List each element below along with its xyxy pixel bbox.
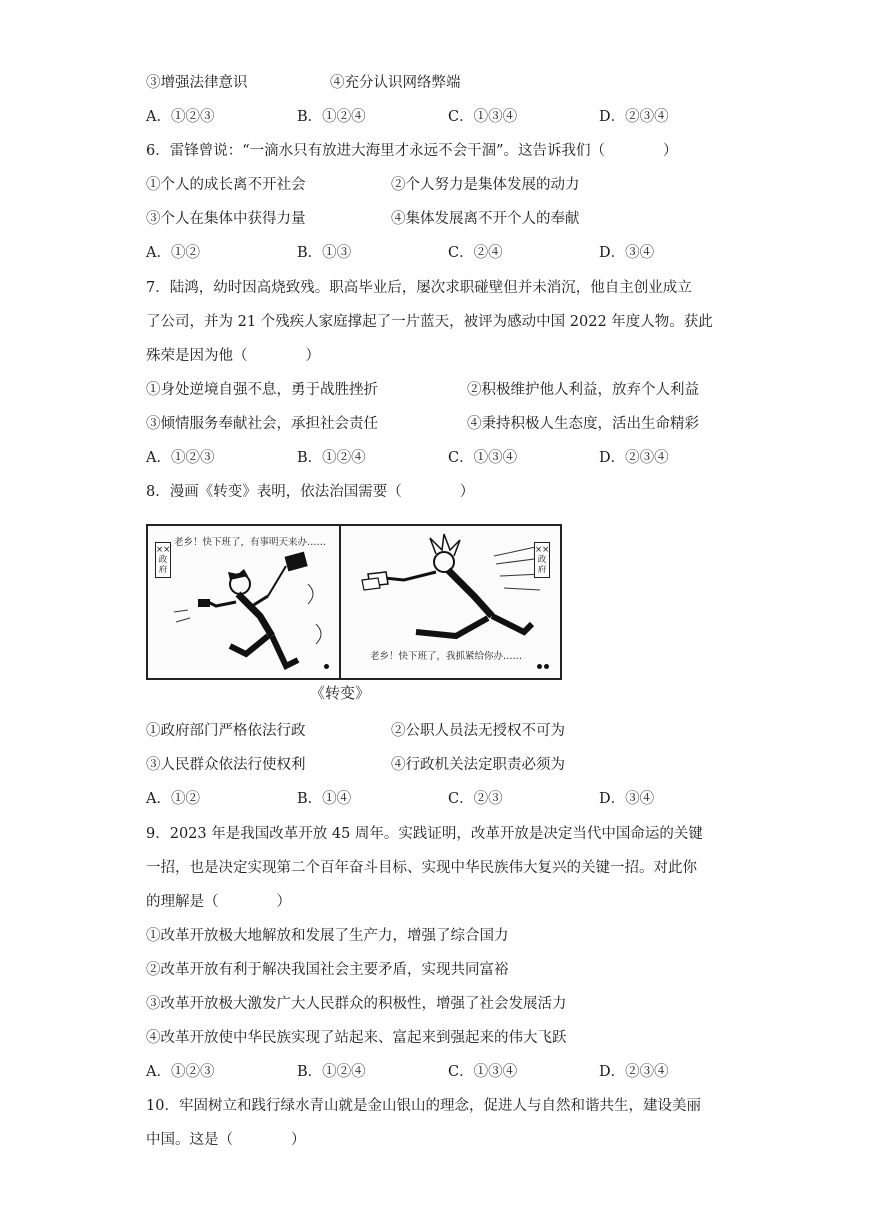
panel-divider [339, 526, 341, 678]
q6-option-2: ②个人努力是集体发展的动力 [391, 177, 580, 193]
q5-answer-d: D．②③④ [599, 109, 669, 125]
q6-answer-d: D．③④ [599, 245, 655, 261]
q8-answer-d: D．③④ [599, 791, 655, 807]
q7-option-3: ③倾情服务奉献社会，承担社会责任 [146, 416, 378, 432]
q8-answer-a: A．①② [146, 791, 200, 807]
q10-stem-line-2: 中国。这是（ ） [146, 1132, 306, 1148]
left-running-official-drawing [168, 544, 338, 674]
q9-option-1: ①改革开放极大地解放和发展了生产力，增强了综合国力 [146, 928, 509, 944]
q8-stem: 8．漫画《转变》表明，依法治国需要（ ） [146, 484, 475, 500]
q9-option-2: ②改革开放有利于解决我国社会主要矛盾，实现共同富裕 [146, 962, 509, 978]
q8-answer-b: B．①④ [297, 791, 352, 807]
left-speech-text: 老乡！快下班了，有事明天来办…… [174, 537, 327, 548]
q7-stem-line-3: 殊荣是因为他（ ） [146, 348, 320, 364]
q9-stem-line-3: 的理解是（ ） [146, 894, 291, 910]
q5-answer-c: C．①③④ [448, 109, 518, 125]
right-running-official-drawing [344, 532, 544, 647]
q9-stem-line-1: 9．2023 年是我国改革开放 45 周年。实践证明，改革开放是决定当代中国命运的关键 [146, 826, 703, 842]
q7-stem-line-1: 7．陆鸿，幼时因高烧致残。职高毕业后，屡次求职碰壁但并未消沉，他自主创业成立 [146, 280, 692, 296]
q7-answer-a: A．①②③ [146, 450, 215, 466]
q8-answer-c: C．②③ [448, 791, 503, 807]
q6-answer-c: C．②④ [448, 245, 503, 261]
q6-answer-a: A．①② [146, 245, 200, 261]
q9-answer-d: D．②③④ [599, 1064, 669, 1080]
q7-stem-line-2: 了公司，并为 21 个残疾人家庭撑起了一片蓝天，被评为感动中国 2022 年度人物。获此 [146, 314, 713, 330]
q10-stem-line-1: 10．牢固树立和践行绿水青山就是金山银山的理念，促进人与自然和谐共生，建设美丽 [146, 1098, 701, 1114]
panel-marker-dot [537, 664, 542, 669]
q6-option-1: ①个人的成长离不开社会 [146, 177, 306, 193]
q6-option-4: ④集体发展离不开个人的奉献 [391, 211, 580, 227]
q7-answer-b: B．①②④ [297, 450, 366, 466]
left-government-sign: ××政府 [155, 542, 171, 578]
q8-option-3: ③人民群众依法行使权利 [146, 757, 306, 773]
q5-answer-b: B．①②④ [297, 109, 366, 125]
q5-option-4: ④充分认识网络弊端 [330, 75, 461, 91]
q7-option-1: ①身处逆境自强不息，勇于战胜挫折 [146, 382, 378, 398]
q9-answer-a: A．①②③ [146, 1064, 215, 1080]
q8-option-2: ②公职人员法无授权不可为 [391, 723, 565, 739]
q5-answer-a: A．①②③ [146, 109, 215, 125]
right-speech-text: 老乡！快下班了，我抓紧给你办…… [370, 651, 523, 662]
q7-option-2: ②积极维护他人利益，放弃个人利益 [467, 382, 699, 398]
q6-option-3: ③个人在集体中获得力量 [146, 211, 306, 227]
q9-stem-line-2: 一招，也是决定实现第二个百年奋斗目标、实现中华民族伟大复兴的关键一招。对此你 [146, 860, 697, 876]
right-government-sign: ××政府 [534, 542, 550, 578]
q9-option-4: ④改革开放使中华民族实现了站起来、富起来到强起来的伟大飞跃 [146, 1030, 567, 1046]
q6-answer-b: B．①③ [297, 245, 352, 261]
q7-option-4: ④秉持积极人生态度，活出生命精彩 [467, 416, 699, 432]
cartoon-figure [146, 524, 562, 680]
q9-option-3: ③改革开放极大激发广大人民群众的积极性，增强了社会发展活力 [146, 996, 567, 1012]
q8-option-4: ④行政机关法定职责必须为 [391, 757, 565, 773]
q7-answer-c: C．①③④ [448, 450, 518, 466]
q5-option-3: ③增强法律意识 [146, 75, 248, 91]
panel-marker-dot [324, 664, 329, 669]
q8-option-1: ①政府部门严格依法行政 [146, 723, 306, 739]
cartoon-caption: 《转变》 [310, 684, 371, 702]
q9-answer-b: B．①②④ [297, 1064, 366, 1080]
q9-answer-c: C．①③④ [448, 1064, 518, 1080]
q6-stem: 6．雷锋曾说：“一滴水只有放进大海里才永远不会干涸”。这告诉我们（ ） [146, 143, 678, 159]
panel-marker-dot [544, 664, 549, 669]
q7-answer-d: D．②③④ [599, 450, 669, 466]
